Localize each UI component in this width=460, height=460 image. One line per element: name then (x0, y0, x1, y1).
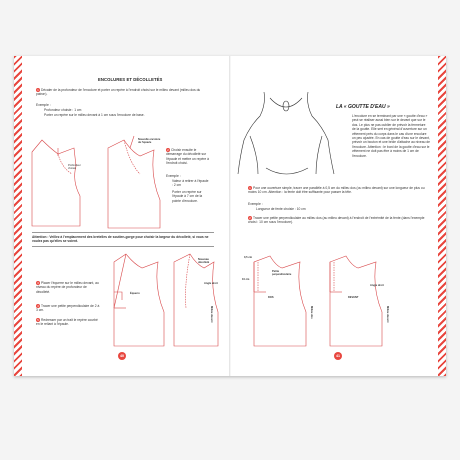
left-page-heading: ENCOLURES ET DÉCOLLETÉS (98, 77, 163, 82)
label-half-cm: 0,5 cm (244, 256, 253, 259)
label-milieu-devant: Milieu devant (210, 306, 213, 323)
left-example2-line-1: Valeur à retirer à l'épaule : 2 cm (172, 179, 209, 188)
label-milieu-devant-right: Milieu devant (386, 306, 389, 323)
label-petite-perpendiculaire: Petite perpendiculaire (272, 270, 292, 276)
label-angle-droit: Angle droit (204, 282, 218, 285)
page-number-right: 41 (336, 354, 340, 358)
left-step-4: 4 Tracer une petite perpendiculaire de 2 à 3 cm. (36, 304, 100, 313)
label-devant: DEVANT (348, 296, 359, 299)
label-angle-droit-right: Angle droit (370, 284, 384, 287)
right-step-1: 1 Pour une ouverture simple, tracer une parallèle à 0,5 cm du milieu dos (ou milieu devant) sur une longueur de plus ou moins 10 cm. Attention : la fente doit être suffisante pour passer la tête. (248, 186, 425, 195)
left-page (14, 56, 230, 376)
left-step-3: 3 Placer l'équerre sur le milieu devant, au niveau du repère de profondeur de décolleté. (36, 281, 99, 294)
page-number-left: 40 (120, 354, 124, 358)
right-example-label: Exemple : (248, 202, 263, 206)
label-nouveau-decollete: Nouveau décolleté (198, 258, 210, 264)
pattern-diagram (230, 56, 446, 376)
label-equerre: Équerre (130, 292, 140, 295)
right-page-heading: LA « GOUTTE D'EAU » (336, 104, 390, 110)
right-intro: L'encolure en se terminant par une « goutte d'eau » peut se réaliser aussi bien sur le devant que sur le dos. Le plus ne pas oublier de prévoir la fermeture de la goutte. Elle sert en général d'ouverture sur un vêtement près du corps dans le cas d'une encolure un peu ajustée. En cas de goutte d'eau sur le devant, prévoir un bouton et une bride d'attache au niveau de l'encolure. Attention : le bord de la goutte d'eau sur le vêtement ne doit pas être à moins de 1 cm de l'encolure. (352, 114, 430, 158)
left-step-2: 2 Choisir ensuite le démarrage du décolleté sur l'épaule et mettre un repère à l'endroit choisi. (166, 148, 209, 166)
left-example-line-2: Porter un repère sur le milieu devant à 1 cm sous l'encolure de base. (44, 113, 145, 117)
label-nouvelle-encolure: Nouvelle encolure de l'épaule (138, 138, 161, 144)
bodice-diagram-bottom (14, 56, 230, 376)
left-example2-line-2: Porter un repère sur l'épaule à 7 cm de la pointe d'encolure. (172, 190, 203, 203)
label-milieu-dos: Milieu dos (310, 306, 313, 319)
left-example2-label: Exemple : (166, 174, 181, 178)
label-profondeur: Profondeur choisie (68, 164, 81, 170)
right-page (230, 56, 446, 376)
left-example-label: Exemple : (36, 103, 51, 107)
left-step-5: 5 Redresser par un trait le repère courbé en le reliant à l'épaule. (36, 318, 98, 327)
label-dos: DOS (268, 296, 274, 299)
right-example-line: Longueur de fente choisie : 10 cm (256, 207, 306, 211)
attention-note: Attention : Veillez à l'emplacement des bretelles de soutien-gorge pour choisir la largeur du décolleté, si vous ne voulez pas qu'elles se voient. (32, 235, 209, 244)
label-10-cm: 10 cm (242, 278, 250, 281)
book-spread (14, 56, 446, 376)
right-step-2: 2 Tracer une petite perpendiculaire au milieu dos (au milieu devant) à l'endroit de l'extrémité de la fente (dans l'exemple choisi : 10 cm sous l'encolure). (248, 216, 425, 225)
left-example-line-1: Profondeur choisie : 1 cm (44, 108, 82, 112)
left-step-1: 1 Décaler de la profondeur de l'encolure et porter un repère à l'endroit choisi sur le milieu devant (milieu dos du patron). (36, 88, 201, 97)
